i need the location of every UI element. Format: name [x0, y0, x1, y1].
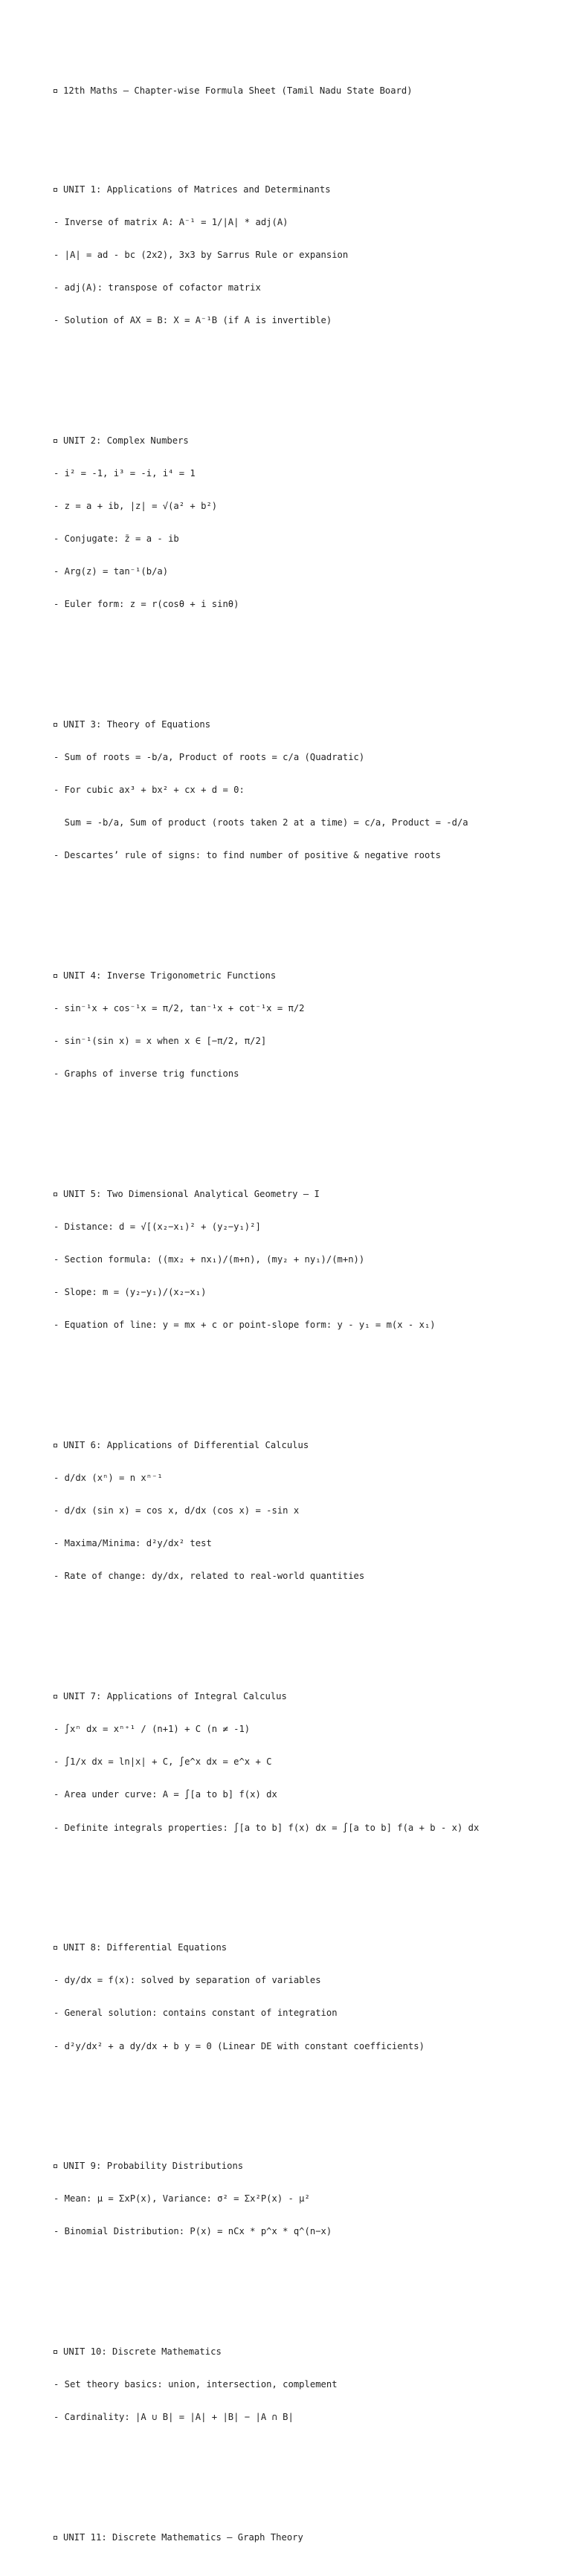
spacer	[54, 905, 559, 916]
square-bullet-icon	[54, 2350, 57, 2354]
unit-section-2	[54, 413, 559, 632]
formula-line: - dy/dx = f(x): solved by separation of variables	[54, 1975, 321, 1986]
square-bullet-icon	[54, 2536, 57, 2540]
formula-line: Sum = -b/a, Sum of product (roots taken 2 at a time) = c/a, Product = -d/a	[54, 817, 468, 828]
formula-line: - Distance: d = √[(x₂−x₁)² + (y₂−y₁)²]	[54, 1222, 261, 1233]
formula-line: - Binomial Distribution: P(x) = nCx * p^x * q^(n−x)	[54, 2226, 332, 2237]
unit-heading	[54, 2532, 559, 2543]
formula-line: - Solution of AX = B: X = A⁻¹B (if A is invertible)	[54, 315, 332, 326]
square-bullet-icon	[54, 2164, 57, 2168]
unit-heading	[54, 970, 559, 982]
spacer	[54, 2467, 559, 2478]
unit-heading-text: UNIT 2: Complex Numbers	[63, 435, 189, 446]
unit-section-6	[54, 1418, 559, 1604]
spacer	[54, 119, 559, 130]
unit-heading-text: UNIT 9: Probability Distributions	[63, 2161, 244, 2172]
formula-line: - Definite integrals properties: ∫[a to b] f(x) dx = ∫[a to b] f(a + b - x) dx	[54, 1822, 480, 1833]
unit-heading-text: UNIT 3: Theory of Equations	[63, 718, 211, 730]
unit-heading-text: UNIT 7: Applications of Integral Calculus	[63, 1691, 287, 1702]
formula-line: - d/dx (sin x) = cos x, d/dx (cos x) = -sin x	[54, 1505, 300, 1516]
formula-line: - Maxima/Minima: d²y/dx² test	[54, 1538, 212, 1549]
formula-line: - sin⁻¹(sin x) = x when x ∈ [−π/2, π/2]	[54, 1036, 267, 1047]
formula-line: - Graphs of inverse trig functions	[54, 1068, 239, 1080]
sheet-title	[54, 85, 559, 97]
formula-line: - d/dx (xⁿ) = n xⁿ⁻¹	[54, 1473, 163, 1484]
unit-section-9	[54, 2139, 559, 2259]
unit-heading-text: UNIT 8: Differential Equations	[63, 1942, 228, 1953]
spacer	[54, 1375, 559, 1386]
formula-line: - adj(A): transpose of cofactor matrix	[54, 282, 261, 293]
formula-line: - Arg(z) = tan⁻¹(b/a)	[54, 566, 169, 577]
formula-sheet	[54, 64, 559, 2576]
formula-line: - z = a + ib, |z| = √(a² + b²)	[54, 500, 218, 511]
unit-heading	[54, 719, 559, 730]
unit-heading-text: UNIT 1: Applications of Matrices and Determinants	[63, 184, 331, 195]
formula-line: - Cardinality: |A ∪ B| = |A| + |B| − |A ∩ B|	[54, 2412, 294, 2423]
unit-heading-text: UNIT 4: Inverse Trigonometric Functions	[63, 970, 277, 982]
formula-line: - Section formula: ((mx₂ + nx₁)/(m+n), (my₂ + ny₁)/(m+n))	[54, 1254, 365, 1265]
spacer	[54, 654, 559, 665]
square-bullet-icon	[54, 1193, 57, 1196]
formula-line: - General solution: contains constant of integration	[54, 2008, 338, 2019]
formula-line: - |A| = ad - bc (2x2), 3x3 by Sarrus Rule or expansion	[54, 249, 349, 260]
square-bullet-icon	[54, 89, 57, 93]
formula-line: - Set theory basics: union, intersection, complement	[54, 2379, 338, 2390]
unit-section-5	[54, 1167, 559, 1353]
formula-line: - Area under curve: A = ∫[a to b] f(x) dx	[54, 1789, 277, 1800]
formula-line: - Inverse of matrix A: A⁻¹ = 1/|A| * adj(A)	[54, 216, 288, 227]
formula-line: - Slope: m = (y₂−y₁)/(x₂−x₁)	[54, 1287, 207, 1298]
unit-heading	[54, 1440, 559, 1451]
spacer	[54, 370, 559, 381]
formula-line: - Descartes’ rule of signs: to find number of positive & negative roots	[54, 850, 441, 861]
square-bullet-icon	[54, 1946, 57, 1950]
unit-heading	[54, 1942, 559, 1953]
formula-line: - For cubic ax³ + bx² + cx + d = 0:	[54, 785, 245, 796]
unit-heading	[54, 2161, 559, 2172]
unit-heading-text: UNIT 5: Two Dimensional Analytical Geometry – I	[63, 1189, 320, 1200]
formula-line: - Conjugate: z̄ = a - ib	[54, 533, 179, 545]
formula-line: - ∫1/x dx = ln|x| + C, ∫e^x dx = e^x + C	[54, 1756, 272, 1768]
square-bullet-icon	[54, 974, 57, 978]
unit-heading	[54, 1189, 559, 1200]
unit-heading	[54, 184, 559, 195]
formula-line: - ∫xⁿ dx = xⁿ⁺¹ / (n+1) + C (n ≠ -1)	[54, 1724, 251, 1735]
unit-heading	[54, 1691, 559, 1702]
spacer	[54, 1626, 559, 1637]
spacer	[54, 1877, 559, 1888]
formula-line: - Equation of line: y = mx + c or point-slope form: y - y₁ = m(x - x₁)	[54, 1320, 436, 1331]
square-bullet-icon	[54, 439, 57, 443]
unit-section-8	[54, 1921, 559, 2074]
sheet-title-text: 12th Maths – Chapter-wise Formula Sheet (Tamil Nadu State Board)	[63, 85, 413, 97]
formula-line: - Rate of change: dy/dx, related to real-world quantities	[54, 1571, 365, 1582]
unit-heading-text: UNIT 11: Discrete Mathematics – Graph Theory	[63, 2532, 303, 2543]
unit-heading-text: UNIT 10: Discrete Mathematics	[63, 2346, 222, 2358]
unit-section-4	[54, 949, 559, 1102]
spacer	[54, 1123, 559, 1135]
spacer	[54, 2281, 559, 2292]
unit-heading	[54, 2346, 559, 2358]
formula-line: - Mean: μ = ΣxP(x), Variance: σ² = Σx²P(x) - μ²	[54, 2193, 310, 2204]
unit-heading-text: UNIT 6: Applications of Differential Calculus	[63, 1440, 309, 1451]
square-bullet-icon	[54, 723, 57, 727]
unit-section-10	[54, 2325, 559, 2445]
formula-line: - i² = -1, i³ = -i, i⁴ = 1	[54, 467, 196, 478]
square-bullet-icon	[54, 1444, 57, 1447]
square-bullet-icon	[54, 1695, 57, 1699]
formula-line: - Sum of roots = -b/a, Product of roots = c/a (Quadratic)	[54, 752, 365, 763]
unit-section-1	[54, 162, 559, 348]
formula-line: - Euler form: z = r(cosθ + i sinθ)	[54, 599, 239, 610]
formula-line: - sin⁻¹x + cos⁻¹x = π/2, tan⁻¹x + cot⁻¹x = π/2	[54, 1003, 305, 1014]
unit-section-11	[54, 2511, 559, 2566]
square-bullet-icon	[54, 188, 57, 192]
unit-section-7	[54, 1670, 559, 1855]
formula-line: - d²y/dx² + a dy/dx + b y = 0 (Linear DE with constant coefficients)	[54, 2040, 425, 2051]
unit-section-3	[54, 698, 559, 883]
unit-heading	[54, 435, 559, 447]
spacer	[54, 2095, 559, 2106]
